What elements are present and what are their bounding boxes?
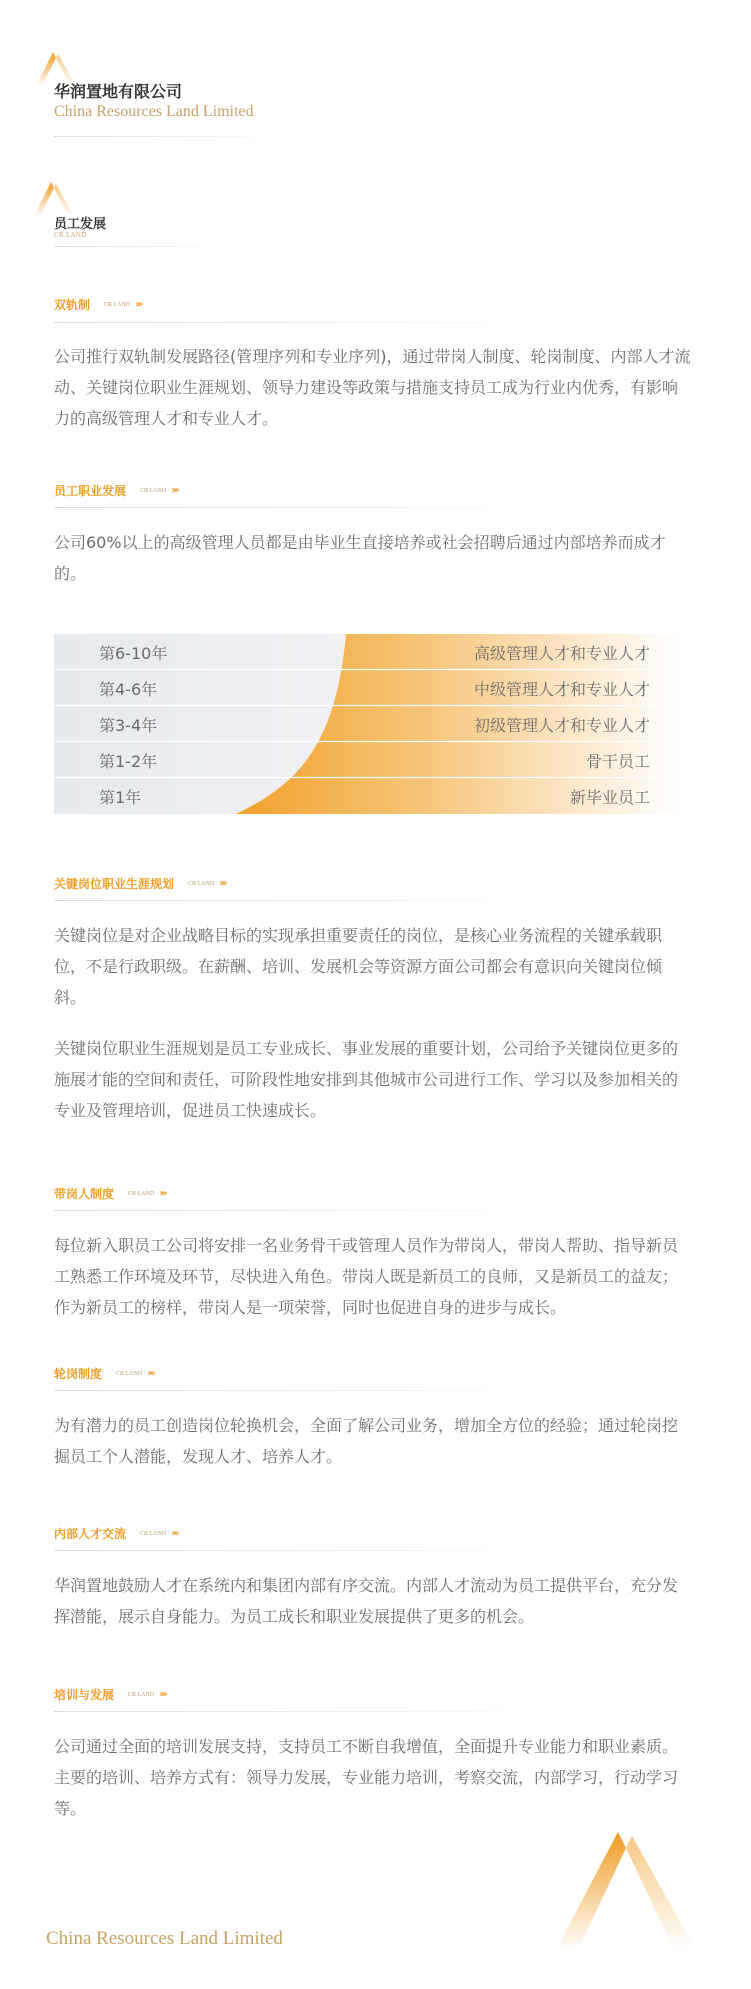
staircase-level: 骨干员工 (585, 752, 650, 771)
staircase-level: 新毕业员工 (569, 788, 650, 807)
staircase-year: 第4-6年 (99, 680, 158, 699)
header-divider (54, 136, 294, 137)
staircase-year: 第1-2年 (99, 752, 158, 771)
company-name-english: China Resources Land Limited (54, 103, 254, 120)
section-heading-key-position (54, 875, 226, 892)
section-divider (54, 1210, 584, 1211)
staircase-row (54, 634, 682, 669)
section-divider (54, 1550, 584, 1551)
section-tag: CR LAND (188, 880, 215, 887)
chevrons-right-icon: ››› (171, 485, 178, 496)
chevrons-right-icon: ››› (171, 1528, 178, 1539)
section-heading-exchange (54, 1525, 178, 1542)
section-divider (54, 1711, 584, 1712)
section-title: 关键岗位职业生涯规划 (54, 877, 175, 891)
paragraph: 公司通过全面的培训发展支持，支持员工不断自我增值，全面提升专业能力和职业素质。主要的培训、培养方式有：领导力发展，专业能力培训，考察交流，内部学习，行动学习等。 (54, 1737, 679, 1818)
section-title: 双轨制 (54, 298, 91, 312)
section-heading-mentor (54, 1185, 166, 1202)
paragraph: 华润置地鼓励人才在系统内和集团内部有序交流。内部人才流动为员工提供平台，充分发挥潜能，展示自身能力。为员工成长和职业发展提供了更多的机会。 (54, 1576, 679, 1626)
section-title: 员工职业发展 (54, 484, 127, 498)
section-tag: CR LAND (116, 1370, 143, 1377)
paragraph: 为有潜力的员工创造岗位轮换机会，全面了解公司业务，增加全方位的经验；通过轮岗挖掘员工个人潜能，发现人才、培养人才。 (54, 1416, 679, 1466)
section-heading-rotation (54, 1365, 154, 1382)
chevrons-right-icon: ››› (219, 878, 226, 889)
section-heading-training (54, 1686, 166, 1703)
section-title: 带岗人制度 (54, 1187, 115, 1201)
section-tag: CR LAND (140, 487, 167, 494)
section-divider (54, 507, 584, 508)
page-title: 员工发展 (54, 217, 107, 232)
chevrons-right-icon: ››› (159, 1188, 166, 1199)
page-title-english: CR LAND (54, 231, 87, 239)
footer-logo-mark-icon (556, 1832, 706, 1952)
section-tag: CR LAND (140, 1530, 167, 1537)
paragraph: 关键岗位是对企业战略目标的实现承担重要责任的岗位，是核心业务流程的关键承载职位，不是行政职级。在薪酬、培训、发展机会等资源方面公司都会有意识向关键岗位倾斜。 (54, 926, 663, 1007)
section-title: 内部人才交流 (54, 1527, 127, 1541)
paragraph: 公司60%以上的高级管理人员都是由毕业生直接培养或社会招聘后通过内部培养而成才的。 (54, 533, 666, 583)
staircase-row (54, 670, 682, 705)
section-title: 培训与发展 (54, 1688, 115, 1702)
staircase-year: 第1年 (99, 788, 142, 807)
section-heading-dual-track (54, 296, 142, 313)
paragraph: 每位新入职员工公司将安排一名业务骨干或管理人员作为带岗人，带岗人帮助、指导新员工熟悉工作环境及环节，尽快进入角色。带岗人既是新员工的良师，又是新员工的益友；作为新员工的榜样，带岗人是一项荣誉，同时也促进自身的进步与成长。 (54, 1236, 679, 1317)
page-title-divider (54, 246, 234, 247)
chevrons-right-icon: ››› (135, 299, 142, 310)
section-divider (54, 900, 584, 901)
staircase-row (54, 742, 682, 777)
section-heading-career (54, 482, 178, 499)
section-divider (54, 322, 584, 323)
section-tag: CR LAND (104, 301, 131, 308)
staircase-level: 中级管理人才和专业人才 (473, 680, 650, 699)
staircase-year: 第3-4年 (99, 716, 158, 735)
paragraph: 公司推行双轨制发展路径(管理序列和专业序列)，通过带岗人制度、轮岗制度、内部人才流动、关键岗位职业生涯规划、领导力建设等政策与措施支持员工成为行业内优秀，有影响力的高级管理人才和专业人才。 (54, 347, 691, 428)
staircase-level: 高级管理人才和专业人才 (473, 644, 650, 663)
company-name: 华润置地有限公司 (54, 82, 183, 101)
section-divider (54, 1390, 584, 1391)
chevrons-right-icon: ››› (147, 1368, 154, 1379)
chevrons-right-icon: ››› (159, 1689, 166, 1700)
footer-company-name-english: China Resources Land Limited (46, 1928, 283, 1949)
section-tag: CR LAND (128, 1691, 155, 1698)
section-tag: CR LAND (128, 1190, 155, 1197)
staircase-level: 初级管理人才和专业人才 (473, 716, 650, 735)
career-staircase (54, 634, 682, 814)
staircase-row (54, 706, 682, 741)
staircase-year: 第6-10年 (99, 644, 168, 663)
staircase-row (54, 778, 682, 813)
section-title: 轮岗制度 (54, 1367, 103, 1381)
paragraph: 关键岗位职业生涯规划是员工专业成长、事业发展的重要计划，公司给予关键岗位更多的施展才能的空间和责任，可阶段性地安排到其他城市公司进行工作、学习以及参加相关的专业及管理培训，促进员工快速成长。 (54, 1039, 679, 1120)
